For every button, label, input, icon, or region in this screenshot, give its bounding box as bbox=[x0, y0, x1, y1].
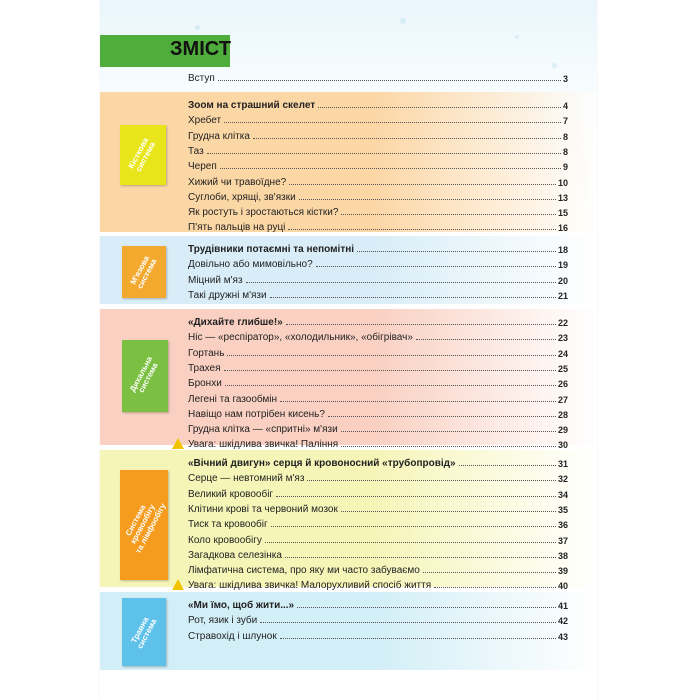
toc-section-heading[interactable] bbox=[188, 97, 568, 111]
toc-entry-intro[interactable] bbox=[188, 70, 568, 84]
toc-entry-page: 38 bbox=[557, 550, 568, 561]
toc-entry[interactable] bbox=[188, 612, 568, 626]
toc-entry-title: Як ростуть і зростаються кістки? bbox=[188, 207, 339, 219]
toc-entry-title: Навіщо нам потрібен кисень? bbox=[188, 408, 325, 420]
toc-entry-title: «Вічний двигун» серця й кровоносний «трубопровід» bbox=[188, 458, 456, 469]
toc-entry-title: Клітини крові та червоний мозок bbox=[188, 503, 338, 515]
section-tab-label: Травна система bbox=[129, 615, 159, 651]
toc-entry-title: Великий кровообіг bbox=[188, 488, 274, 500]
toc-entry-title: Рот, язик і зуби bbox=[188, 615, 258, 627]
toc-entry-page: 9 bbox=[562, 162, 568, 173]
toc-entry-title: Суглоби, хрящі, зв'язки bbox=[188, 191, 296, 203]
toc-entry-page: 22 bbox=[557, 318, 568, 328]
title-band bbox=[100, 35, 230, 67]
page-title: ЗМІСТ bbox=[170, 38, 231, 60]
toc-entry-page: 19 bbox=[557, 260, 568, 271]
toc-entry-title: Такі дружні м'язи bbox=[188, 289, 267, 301]
leader-dots bbox=[270, 296, 556, 298]
leader-dots bbox=[271, 525, 556, 527]
leader-dots bbox=[341, 445, 556, 447]
toc-entry-page: 34 bbox=[557, 489, 568, 500]
toc-entry-page: 21 bbox=[557, 290, 568, 301]
toc-entry-page: 10 bbox=[557, 177, 568, 188]
toc-entry-page: 7 bbox=[562, 116, 568, 127]
toc-entry-title: Лімфатична система, про яку ми часто забуваємо bbox=[188, 565, 420, 577]
section-tab[interactable] bbox=[122, 598, 166, 666]
decor-bubble bbox=[515, 35, 519, 39]
toc-entry-page: 41 bbox=[557, 601, 568, 611]
leader-dots bbox=[265, 541, 556, 543]
leader-dots bbox=[357, 250, 556, 252]
leader-dots bbox=[318, 106, 561, 108]
toc-entry-page: 29 bbox=[557, 425, 568, 436]
leader-dots bbox=[341, 430, 556, 432]
section-tab-label: Дихальна система bbox=[127, 354, 160, 395]
leader-dots bbox=[299, 198, 556, 200]
toc-entry[interactable] bbox=[188, 158, 568, 172]
leader-dots bbox=[253, 137, 561, 139]
toc-entry-page: 8 bbox=[562, 146, 568, 157]
leader-dots bbox=[260, 621, 556, 623]
toc-section-heading[interactable] bbox=[188, 455, 568, 469]
toc-entry-page: 15 bbox=[557, 208, 568, 219]
toc-entry-page: 42 bbox=[557, 616, 568, 627]
toc-entry[interactable] bbox=[188, 272, 568, 286]
leader-dots bbox=[280, 637, 556, 639]
leader-dots bbox=[423, 571, 556, 573]
toc-entry-page: 25 bbox=[557, 363, 568, 374]
leader-dots bbox=[416, 338, 556, 340]
leader-dots bbox=[224, 121, 561, 123]
toc-entry-title: Вступ bbox=[188, 73, 215, 84]
leader-dots bbox=[307, 479, 556, 481]
leader-dots bbox=[288, 228, 556, 230]
decor-bubble bbox=[552, 63, 557, 68]
toc-entry-title: Стравохід і шлунок bbox=[188, 630, 277, 642]
toc-entry-title: Бронхи bbox=[188, 378, 222, 390]
toc-entry-page: 4 bbox=[562, 101, 568, 111]
toc-entry-page: 31 bbox=[557, 459, 568, 469]
toc-entry[interactable] bbox=[188, 128, 568, 142]
toc-entry[interactable] bbox=[188, 143, 568, 157]
toc-entry-page: 32 bbox=[557, 474, 568, 485]
leader-dots bbox=[285, 556, 556, 558]
toc-entry-page: 13 bbox=[557, 192, 568, 203]
contents-page bbox=[100, 0, 597, 700]
leader-dots bbox=[459, 464, 556, 466]
section-tab[interactable] bbox=[120, 125, 166, 185]
toc-entry-title: Загадкова селезінка bbox=[188, 549, 282, 561]
toc-entry-page: 27 bbox=[557, 394, 568, 405]
toc-entry[interactable] bbox=[188, 345, 568, 359]
toc-entry-title: Череп bbox=[188, 161, 217, 173]
toc-entry-title: «Ми їмо, щоб жити...» bbox=[188, 600, 295, 611]
toc-entry-title: Зоом на страшний скелет bbox=[188, 100, 316, 111]
toc-entry-title: Хижий чи травоїдне? bbox=[188, 176, 287, 188]
toc-entry-title: Трудівники потаємні та непомітні bbox=[188, 244, 355, 255]
toc-entry-page: 28 bbox=[557, 409, 568, 420]
toc-entry[interactable] bbox=[188, 421, 568, 435]
toc-entry-page: 37 bbox=[557, 535, 568, 546]
leader-dots bbox=[297, 606, 556, 608]
toc-entry-title: Таз bbox=[188, 145, 204, 157]
leader-dots bbox=[207, 152, 561, 154]
leader-dots bbox=[286, 323, 556, 325]
leader-dots bbox=[227, 354, 556, 356]
toc-entry[interactable] bbox=[188, 112, 568, 126]
leader-dots bbox=[225, 384, 556, 386]
toc-entry-page: 18 bbox=[557, 245, 568, 255]
toc-entry-title: Довільно або мимовільно? bbox=[188, 259, 313, 271]
toc-entry-title: Хребет bbox=[188, 115, 222, 127]
toc-entry-title: Легені та газообмін bbox=[188, 393, 278, 405]
toc-entry[interactable] bbox=[188, 219, 568, 233]
leader-dots bbox=[289, 183, 556, 185]
toc-entry-title: Грудна клітка — «спритні» м'язи bbox=[188, 424, 338, 436]
toc-entry[interactable] bbox=[188, 562, 568, 576]
leader-dots bbox=[434, 586, 556, 588]
toc-entry[interactable] bbox=[188, 329, 568, 343]
section-tab-label: Кісткова система bbox=[126, 135, 158, 174]
leader-dots bbox=[316, 265, 556, 267]
toc-entry[interactable] bbox=[188, 406, 568, 420]
toc-entry-title: Увага: шкідлива звичка! Малорухливий спосіб життя bbox=[188, 580, 432, 592]
toc-entry-page: 35 bbox=[557, 504, 568, 515]
toc-entry[interactable] bbox=[188, 577, 568, 591]
leader-dots bbox=[276, 495, 556, 497]
toc-entry-page: 20 bbox=[557, 275, 568, 286]
toc-entry-title: Міцний м'яз bbox=[188, 274, 243, 286]
toc-entry[interactable] bbox=[188, 547, 568, 561]
toc-entry-page: 16 bbox=[557, 223, 568, 234]
leader-dots bbox=[218, 79, 561, 81]
toc-section-heading[interactable] bbox=[188, 597, 568, 611]
toc-entry-page: 26 bbox=[557, 379, 568, 390]
toc-entry[interactable] bbox=[188, 436, 568, 450]
toc-entry-page: 36 bbox=[557, 520, 568, 531]
toc-entry[interactable] bbox=[188, 360, 568, 374]
toc-entry[interactable] bbox=[188, 532, 568, 546]
section-tab[interactable] bbox=[122, 340, 168, 412]
toc-entry-page: 39 bbox=[557, 566, 568, 577]
leader-dots bbox=[341, 213, 556, 215]
leader-dots bbox=[224, 369, 556, 371]
toc-entry-title: Трахея bbox=[188, 362, 221, 374]
toc-entry-title: «Дихайте глибше!» bbox=[188, 317, 283, 328]
decor-bubble bbox=[400, 18, 406, 24]
leader-dots bbox=[280, 400, 556, 402]
toc-entry-title: Увага: шкідлива звичка! Паління bbox=[188, 439, 339, 451]
toc-entry[interactable] bbox=[188, 391, 568, 405]
section-tab-label: Система кровообігу та лімфообігу bbox=[124, 502, 168, 556]
toc-entry[interactable] bbox=[188, 256, 568, 270]
section-tab[interactable] bbox=[122, 246, 166, 298]
leader-dots bbox=[246, 281, 556, 283]
leader-dots bbox=[341, 510, 556, 512]
warning-icon bbox=[172, 438, 184, 449]
toc-entry-title: Тиск та кровообіг bbox=[188, 519, 268, 531]
toc-entry-title: Грудна клітка bbox=[188, 130, 250, 142]
toc-entry-title: Серце — невтомний м'яз bbox=[188, 473, 305, 485]
toc-section-heading[interactable] bbox=[188, 314, 568, 328]
warning-icon bbox=[172, 579, 184, 590]
section-tab-label: М'язова система bbox=[128, 253, 159, 291]
toc-entry-page: 3 bbox=[562, 74, 568, 84]
toc-entry-title: Гортань bbox=[188, 347, 225, 359]
toc-entry[interactable] bbox=[188, 204, 568, 218]
section-tab[interactable] bbox=[120, 470, 168, 580]
toc-entry-title: Ніс — «респіратор», «холодильник», «обігрівач» bbox=[188, 332, 413, 344]
toc-entry[interactable] bbox=[188, 189, 568, 203]
toc-entry-page: 40 bbox=[557, 581, 568, 592]
leader-dots bbox=[220, 167, 561, 169]
toc-entry-page: 24 bbox=[557, 348, 568, 359]
toc-entry-page: 30 bbox=[557, 440, 568, 451]
toc-section-heading[interactable] bbox=[188, 241, 568, 255]
decor-bubble bbox=[195, 25, 200, 30]
toc-entry[interactable] bbox=[188, 287, 568, 301]
toc-entry-title: Коло кровообігу bbox=[188, 534, 262, 546]
toc-entry[interactable] bbox=[188, 501, 568, 515]
toc-entry[interactable] bbox=[188, 486, 568, 500]
toc-entry-page: 43 bbox=[557, 631, 568, 642]
toc-entry[interactable] bbox=[188, 375, 568, 389]
toc-entry[interactable] bbox=[188, 628, 568, 642]
toc-entry-page: 8 bbox=[562, 131, 568, 142]
toc-entry[interactable] bbox=[188, 174, 568, 188]
toc-entry-page: 23 bbox=[557, 333, 568, 344]
toc-entry[interactable] bbox=[188, 516, 568, 530]
toc-entry-title: П'ять пальців на руці bbox=[188, 222, 286, 234]
toc-entry[interactable] bbox=[188, 470, 568, 484]
leader-dots bbox=[328, 415, 556, 417]
